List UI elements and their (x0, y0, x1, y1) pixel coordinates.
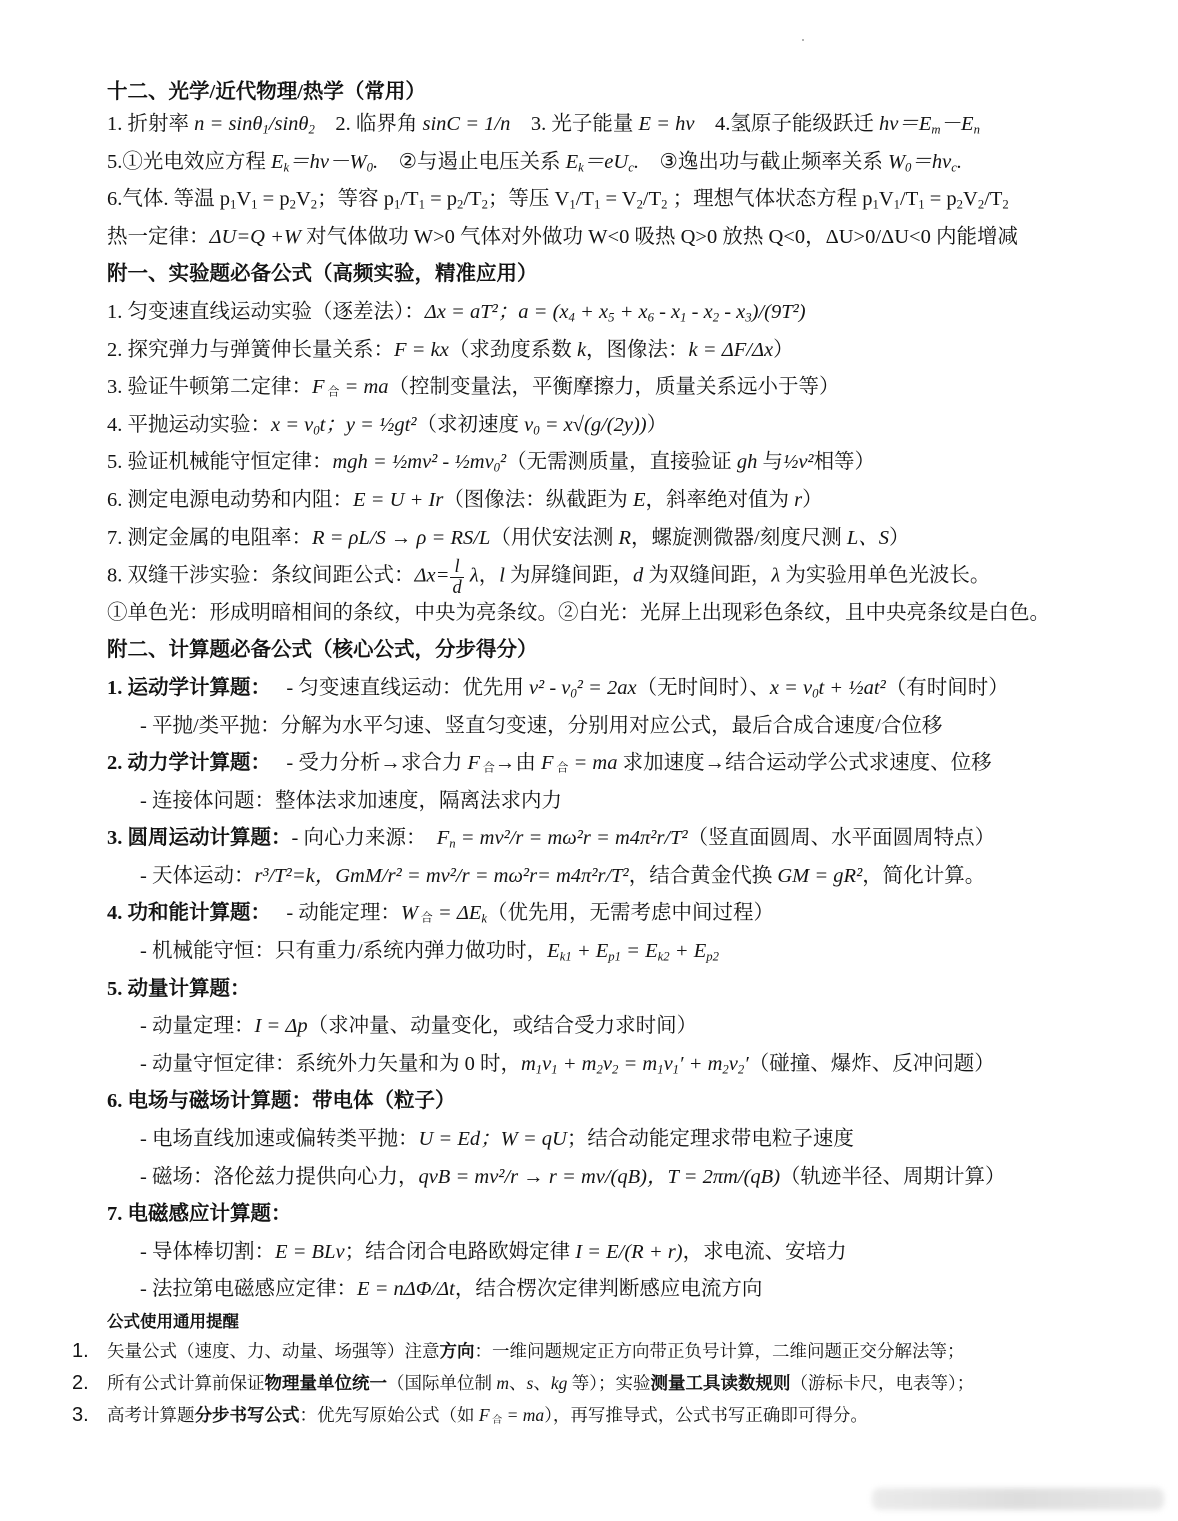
bold-label: 附一、实验题必备公式（高频实验，精准应用） (107, 263, 538, 286)
text-run: /T (400, 188, 419, 211)
text-run: - 动量守恒定律：系统外力矢量和为 0 时， (140, 1052, 521, 1075)
text-line (107, 1196, 1169, 1234)
text-run: 、 (533, 1373, 551, 1393)
formula-run: I = Δp (254, 1015, 308, 1038)
subscript: 2 (956, 197, 964, 212)
subscript: n (449, 836, 456, 851)
subscript: 2 (737, 1062, 745, 1077)
text-run: （控制变量法，平衡摩擦力，质量关系远小于等） (388, 376, 840, 399)
text-run: /T (463, 188, 482, 211)
text-run: = V (600, 188, 637, 211)
subscript: p1 (608, 949, 621, 964)
subscript: k2 (657, 949, 670, 964)
text-run: 所有公式计算前保证 (107, 1373, 265, 1393)
formula-run: F (436, 827, 450, 850)
text-run: （无需测质量，直接验证 (506, 451, 737, 474)
formula-run: x = v (271, 413, 314, 436)
section-heading (107, 78, 1169, 106)
text-run: 5. 验证机械能守恒定律： (107, 451, 333, 474)
subscript: 0 (570, 686, 577, 701)
formula-run: ′ + m (679, 1052, 723, 1075)
text-run: - 导体棒切割： (140, 1240, 275, 1263)
text-run: ③逸出功与截止频率关系 (638, 150, 888, 173)
sub-bullet-line (107, 1271, 1169, 1309)
bold-label: 附二、计算题必备公式（核心公式，分步得分） (107, 639, 538, 662)
text-run: V (236, 188, 252, 211)
text-run: /T (984, 188, 1003, 211)
formula-run: ′ (744, 1052, 749, 1075)
formula-run: v (663, 1052, 673, 1075)
formula-run: r³/T²=k，GmM/r² = mv²/r = mω²r= m4π²r/T² (254, 864, 629, 887)
formula-run: ² = 2ax (576, 676, 637, 699)
formula-run: E = hν (638, 113, 695, 135)
formula-run: - x (719, 300, 746, 323)
formula-run: E (271, 150, 284, 173)
formula-run: - x (686, 300, 713, 323)
notes-heading (107, 1309, 1169, 1335)
text-run: 4. 平抛运动实验： (107, 413, 271, 436)
text-run: ；理想气体状态方程 p (667, 188, 873, 211)
bold-label: 1. 运动学计算题： (107, 676, 271, 699)
text-line (107, 1083, 1169, 1121)
text-run: 5.①光电效应方程 (107, 150, 271, 173)
subscript: 1 (394, 197, 401, 212)
formula-run: F (312, 376, 325, 399)
formula-run: qvB = mv²/r → r = mv/(qB)，T = 2πm/(qB) (418, 1165, 781, 1188)
formula-run: . (372, 150, 379, 173)
text-run: 7. 测定金属的电阻率： (107, 526, 312, 549)
formula-run: k = ΔF/Δx (688, 338, 774, 361)
subscript: 0 (366, 160, 373, 175)
sub-bullet-line (107, 933, 1169, 971)
subscript: 2 (481, 197, 488, 212)
formula-run: ＝hν－W (289, 150, 367, 173)
text-run: ， (478, 564, 500, 587)
text-run: - 受力分析→求合力 (271, 752, 468, 775)
sub-bullet-line (107, 708, 1169, 746)
subscript: 1 (418, 197, 425, 212)
subscript: 0 (812, 686, 819, 701)
text-run: 1. 匀变速直线运动实验（逐差法）： (107, 300, 425, 323)
bold-label: 5. 动量计算题： (107, 977, 251, 1000)
text-run: - 动量定理： (140, 1015, 255, 1038)
formula-run: λ (464, 564, 479, 587)
formula-run: = E (621, 940, 658, 963)
sub-bullet-line (107, 1046, 1169, 1084)
text-run: 2. 探究弹力与弹簧伸长量关系： (107, 338, 394, 361)
subscript: 1 (872, 197, 879, 212)
text-run: （优先用，无需考虑中间过程） (487, 902, 775, 925)
sub-bullet-line (107, 1159, 1169, 1197)
fraction-numerator: l (450, 557, 463, 577)
formula-run: gh (736, 451, 758, 474)
formula-run: )/(9T²) (751, 300, 806, 323)
subscript: 2 (308, 122, 315, 137)
text-run: - 平抛/类平抛：分解为水平匀速、竖直匀变速，分别用对应公式，最后合成合速度/合位移 (140, 714, 943, 737)
text-run: ；结合闭合电路欧姆定律 (344, 1240, 576, 1263)
subscript: k (283, 160, 290, 175)
subscript: 2 (661, 197, 668, 212)
text-run: 4.氢原子能级跃迁 (694, 113, 879, 135)
subscript: 2 (289, 197, 296, 212)
bold-label: 物理量单位统一 (264, 1373, 387, 1393)
formula-run: R (618, 526, 631, 549)
text-run: /T (575, 188, 594, 211)
formula-run: n = sinθ (194, 113, 263, 135)
subscript: 1 (680, 310, 687, 325)
note-item (72, 1367, 1169, 1399)
text-run: 为双缝间距， (643, 564, 772, 587)
subscript: n (973, 122, 980, 137)
formula-run: F = kx (394, 338, 449, 361)
subscript: k (481, 912, 488, 927)
text-run: 对气体做功 W>0 气体对外做功 W<0 吸热 Q>0 放热 Q<0，ΔU>0/ΔU<0 内能增减 (301, 225, 1018, 248)
text-line (107, 219, 1169, 257)
text-run: 6.气体. 等温 p (107, 188, 230, 211)
section-heading (107, 256, 1169, 294)
subscript: 4 (568, 310, 575, 325)
subscript: 2 (611, 1062, 619, 1077)
text-run: （无时间时）、 (636, 676, 770, 699)
formula-run: . (956, 150, 963, 173)
text-line (107, 444, 1169, 482)
text-run: ；等容 p (317, 188, 394, 211)
formula-run: d (633, 564, 644, 587)
formula-run: = x√(g/(2y)) (539, 413, 647, 436)
subscript: 0 (533, 423, 540, 438)
text-line (107, 144, 1169, 182)
text-run: = p (257, 188, 290, 211)
formula-run: + E (571, 940, 609, 963)
subscript: 0 (313, 423, 320, 438)
formula-run: . (633, 150, 639, 173)
text-run: V (963, 188, 978, 211)
formula-run: W (400, 902, 418, 925)
text-run: ；结合动能定理求带电粒子速度 (566, 1128, 854, 1151)
text-run: 6. 测定电源电动势和内阻： (107, 488, 353, 511)
subscript: 1 (672, 1062, 680, 1077)
formula-run: = ma (502, 1405, 545, 1425)
subscript-label: 合 (324, 384, 340, 399)
text-run: 求加速度→结合运动学公式求速度、位移 (617, 752, 992, 775)
bold-label: 公式使用通用提醒 (107, 1312, 239, 1331)
text-run: ，求电流、安培力 (682, 1240, 847, 1263)
subscript: k1 (559, 949, 572, 964)
formula-run: L、S (846, 526, 889, 549)
subscript-label: 合 (417, 911, 433, 926)
formula-run: r (794, 488, 803, 511)
bold-label: 分步书写公式 (194, 1405, 300, 1425)
formula-run: m (520, 1052, 536, 1075)
subscript: 1 (551, 1062, 558, 1077)
text-run: ：一维问题规定正方向带正负号计算，二维问题正交分解法等； (474, 1341, 965, 1361)
formula-run: hν＝E (878, 113, 932, 135)
formula-run: E (547, 940, 560, 963)
text-run: ） (773, 338, 794, 361)
text-run: （求劲度系数 (448, 338, 577, 361)
formula-run: kg (550, 1373, 568, 1393)
text-run: - 向心力来源： (291, 827, 437, 850)
text-run: V (878, 188, 894, 211)
formula-run: ＝hν (911, 150, 952, 173)
subscript: 1 (893, 197, 901, 212)
formula-run: Δx = aT²；a = (x (424, 300, 569, 323)
text-run: 热一定律： (107, 225, 210, 248)
text-run: - 匀变速直线运动：优先用 (271, 676, 529, 699)
subscript-label: 合 (553, 760, 569, 775)
subscript: 3 (745, 310, 752, 325)
text-line (107, 106, 1169, 144)
subscript: 1 (593, 197, 601, 212)
formula-run: = ΔE (432, 902, 482, 925)
formula-run: = ma (339, 376, 389, 399)
subscript: 6 (647, 310, 654, 325)
formula-run: ＝eU (583, 150, 629, 173)
item-number: 1. (72, 1340, 89, 1362)
formula-run: λ (771, 564, 781, 587)
formula-run: ² (500, 451, 507, 474)
subscript: 1 (535, 1062, 543, 1077)
bold-label: 7. 电磁感应计算题： (107, 1203, 292, 1226)
formula-sheet (72, 78, 1169, 1431)
text-line (107, 181, 1169, 219)
text-run: = p (924, 188, 957, 211)
item-number: 2. (72, 1372, 89, 1394)
subscript: c (628, 160, 634, 175)
text-run: 3. 验证牛顿第二定律： (107, 376, 312, 399)
formula-run: s (526, 1373, 534, 1393)
formula-run: t + ½at² (818, 676, 886, 699)
formula-run: ΔU=Q +W (209, 225, 302, 248)
text-run: - 法拉第电磁感应定律： (140, 1278, 357, 1301)
text-line (107, 670, 1169, 708)
formula-run: R = ρL/S → ρ = RS/L (312, 526, 491, 549)
subscript: 1 (569, 197, 576, 212)
bold-label: 4. 功和能计算题： (107, 902, 271, 925)
text-run: 等）；实验 (567, 1373, 651, 1393)
text-run: ，结合楞次定律判断感应电流方向 (454, 1278, 763, 1301)
subscript-label: 合 (489, 1415, 503, 1427)
formula-run: m (496, 1373, 510, 1393)
formula-run: + x (614, 300, 648, 323)
text-run: （碰撞、爆炸、反冲问题） (748, 1052, 995, 1075)
subscript-label: 合 (479, 760, 495, 775)
subscript: 2 (1002, 197, 1009, 212)
formula-run: E = BLv (274, 1240, 345, 1263)
speck-dot (802, 39, 804, 41)
subscript: 1 (657, 1062, 664, 1077)
formula-run: + m (557, 1052, 597, 1075)
text-run: 1. 折射率 (107, 113, 195, 135)
text-run: （竖直面圆周、水平面圆周特点） (687, 827, 996, 850)
formula-run: F (478, 1405, 490, 1425)
formula-run: /sinθ (268, 113, 309, 135)
formula-run: ½v² (782, 451, 814, 474)
text-run: - 电场直线加速或偏转类平抛： (140, 1128, 419, 1151)
item-number: 3. (72, 1404, 89, 1426)
formula-run: GM = gR² (777, 864, 863, 887)
text-run: （有时间时） (885, 676, 1009, 699)
text-run: （图像法：纵截距为 (443, 488, 633, 511)
subscript: 0 (905, 160, 912, 175)
formula-run: E = U + Ir (353, 488, 444, 511)
subscript: 1 (262, 122, 269, 137)
text-run: = p (424, 188, 457, 211)
note-item (72, 1399, 1169, 1431)
subscript: 2 (722, 1062, 729, 1077)
subscript: c (951, 160, 957, 175)
formula-run: = mv²/r = mω²r = m4π²r/T² (455, 827, 688, 850)
fraction (450, 557, 463, 597)
text-run: - 机械能守恒：只有重力/系统内弹力做功时， (140, 940, 548, 963)
subscript: 2 (596, 1062, 603, 1077)
sub-bullet-line (107, 783, 1169, 821)
text-line (107, 407, 1169, 445)
formula-run: - x (653, 300, 681, 323)
text-line (107, 820, 1169, 858)
sub-bullet-line (107, 1121, 1169, 1159)
watermark-blur (872, 1488, 1164, 1510)
formula-run: + x (574, 300, 609, 323)
text-run: - 连接体问题：整体法求加速度，隔离法求内力 (140, 789, 562, 812)
text-run: - 磁场：洛伦兹力提供向心力， (140, 1165, 419, 1188)
subscript: m (931, 122, 941, 137)
formula-run: E (632, 488, 646, 511)
subscript: p2 (706, 949, 719, 964)
text-run: ，螺旋测微器/刻度尺测 (631, 526, 847, 549)
subscript: 0 (493, 460, 501, 475)
subscript: 1 (251, 197, 258, 212)
bold-label: 方向 (439, 1341, 475, 1361)
text-run: ） (802, 488, 823, 511)
formula-run: I = E/(R + r) (575, 1240, 683, 1263)
text-run: V (295, 188, 311, 211)
subscript: 1 (918, 197, 925, 212)
text-run: ：优先写原始公式（如 (299, 1405, 479, 1425)
text-run: （求冲量、动量变化，或结合受力求时间） (307, 1015, 698, 1038)
formula-run: v (602, 1052, 612, 1075)
bold-label: 2. 动力学计算题： (107, 752, 271, 775)
text-run: →由 (494, 752, 541, 775)
text-run: 3. 光子能量 (510, 113, 639, 135)
text-line (107, 369, 1169, 407)
formula-run: v (542, 1052, 552, 1075)
text-run: 、 (509, 1373, 527, 1393)
formula-run: sinC = 1/n (422, 113, 511, 135)
text-run: 与 (757, 451, 783, 474)
text-run: ） (888, 526, 910, 549)
subscript: k (578, 160, 584, 175)
text-run: 2. 临界角 (314, 113, 423, 135)
formula-run: x = v (769, 676, 813, 699)
text-line (107, 482, 1169, 520)
text-run: （国际单位制 (387, 1373, 497, 1393)
text-line (107, 557, 1169, 595)
text-run: 矢量公式（速度、力、动量、场强等）注意 (107, 1341, 440, 1361)
text-run: - 动能定理： (271, 902, 401, 925)
subscript: 2 (712, 310, 720, 325)
text-run: ；等压 V (487, 188, 570, 211)
text-run: 高考计算题 (107, 1405, 195, 1425)
note-item (72, 1335, 1169, 1367)
sub-bullet-line (107, 1008, 1169, 1046)
text-run: 8. 双缝干涉实验：条纹间距公式： (107, 564, 415, 587)
text-run: /T (900, 188, 919, 211)
text-line (107, 294, 1169, 332)
text-run: ），再写推导式，公式书写正确即可得分。 (544, 1405, 868, 1425)
formula-run: mgh = ½mv² - ½mv (332, 451, 494, 474)
formula-run: v (524, 413, 534, 436)
formula-run: U = Ed；W = qU (418, 1128, 567, 1151)
text-run: ，简化计算。 (862, 864, 986, 887)
section-heading (107, 632, 1169, 670)
text-run: （游标卡尺，电表等）； (790, 1373, 975, 1393)
text-run: 相等） (813, 451, 876, 474)
formula-run: F (540, 752, 554, 775)
formula-run: + E (669, 940, 707, 963)
text-run: （求初速度 (416, 413, 525, 436)
sub-bullet-line (107, 1234, 1169, 1272)
formula-run: －E (940, 113, 974, 135)
bold-label: 3. 圆周运动计算题： (107, 827, 292, 850)
text-line (107, 745, 1169, 783)
text-line (107, 520, 1169, 558)
formula-run: E (565, 150, 579, 173)
fraction-denominator: d (452, 576, 462, 597)
subscript: 2 (457, 197, 464, 212)
bold-label: 十二、光学/近代物理/热学（常用） (107, 81, 426, 103)
text-line (107, 895, 1169, 933)
subscript: 2 (310, 197, 318, 212)
formula-run: W (887, 150, 906, 173)
text-run: ，图像法： (586, 338, 689, 361)
text-run: - 天体运动： (140, 864, 255, 887)
text-line (107, 971, 1169, 1009)
text-run: ） (646, 413, 668, 436)
text-run: ，结合黄金代换 (628, 864, 778, 887)
text-run: ②与遏止电压关系 (378, 150, 566, 173)
sub-bullet-line (107, 858, 1169, 896)
text-run: 为屏缝间距， (504, 564, 634, 587)
text-run: ，斜率绝对值为 (645, 488, 795, 511)
bold-label: 6. 电场与磁场计算题：带电体（粒子） (107, 1090, 456, 1113)
formula-run: k (576, 338, 587, 361)
formula-run: l (499, 564, 505, 587)
subscript: 5 (608, 310, 615, 325)
bold-label: 测量工具读数规则 (650, 1373, 791, 1393)
text-run: ①单色光：形成明暗相间的条纹，中央为亮条纹。②白光：光屏上出现彩色条纹，且中央亮条纹是白色。 (107, 601, 1050, 624)
subscript: 1 (230, 197, 237, 212)
subscript: 2 (977, 197, 985, 212)
text-line (107, 332, 1169, 370)
formula-run: v (728, 1052, 738, 1075)
text-run: （用伏安法测 (490, 526, 619, 549)
text-run: （轨迹半径、周期计算） (780, 1165, 1006, 1188)
formula-run: E = nΔΦ/Δt (356, 1278, 455, 1301)
text-run: /T (642, 188, 662, 211)
text-run: 为实验用单色光波长。 (780, 564, 991, 587)
formula-run: F (467, 752, 480, 775)
formula-run: v² - v (528, 676, 571, 699)
formula-run: = m (618, 1052, 658, 1075)
text-line (107, 595, 1169, 633)
formula-run: Δx= (414, 564, 450, 587)
formula-run: = ma (568, 752, 618, 775)
formula-run: t；y = ½gt² (319, 413, 417, 436)
subscript: 2 (636, 197, 643, 212)
